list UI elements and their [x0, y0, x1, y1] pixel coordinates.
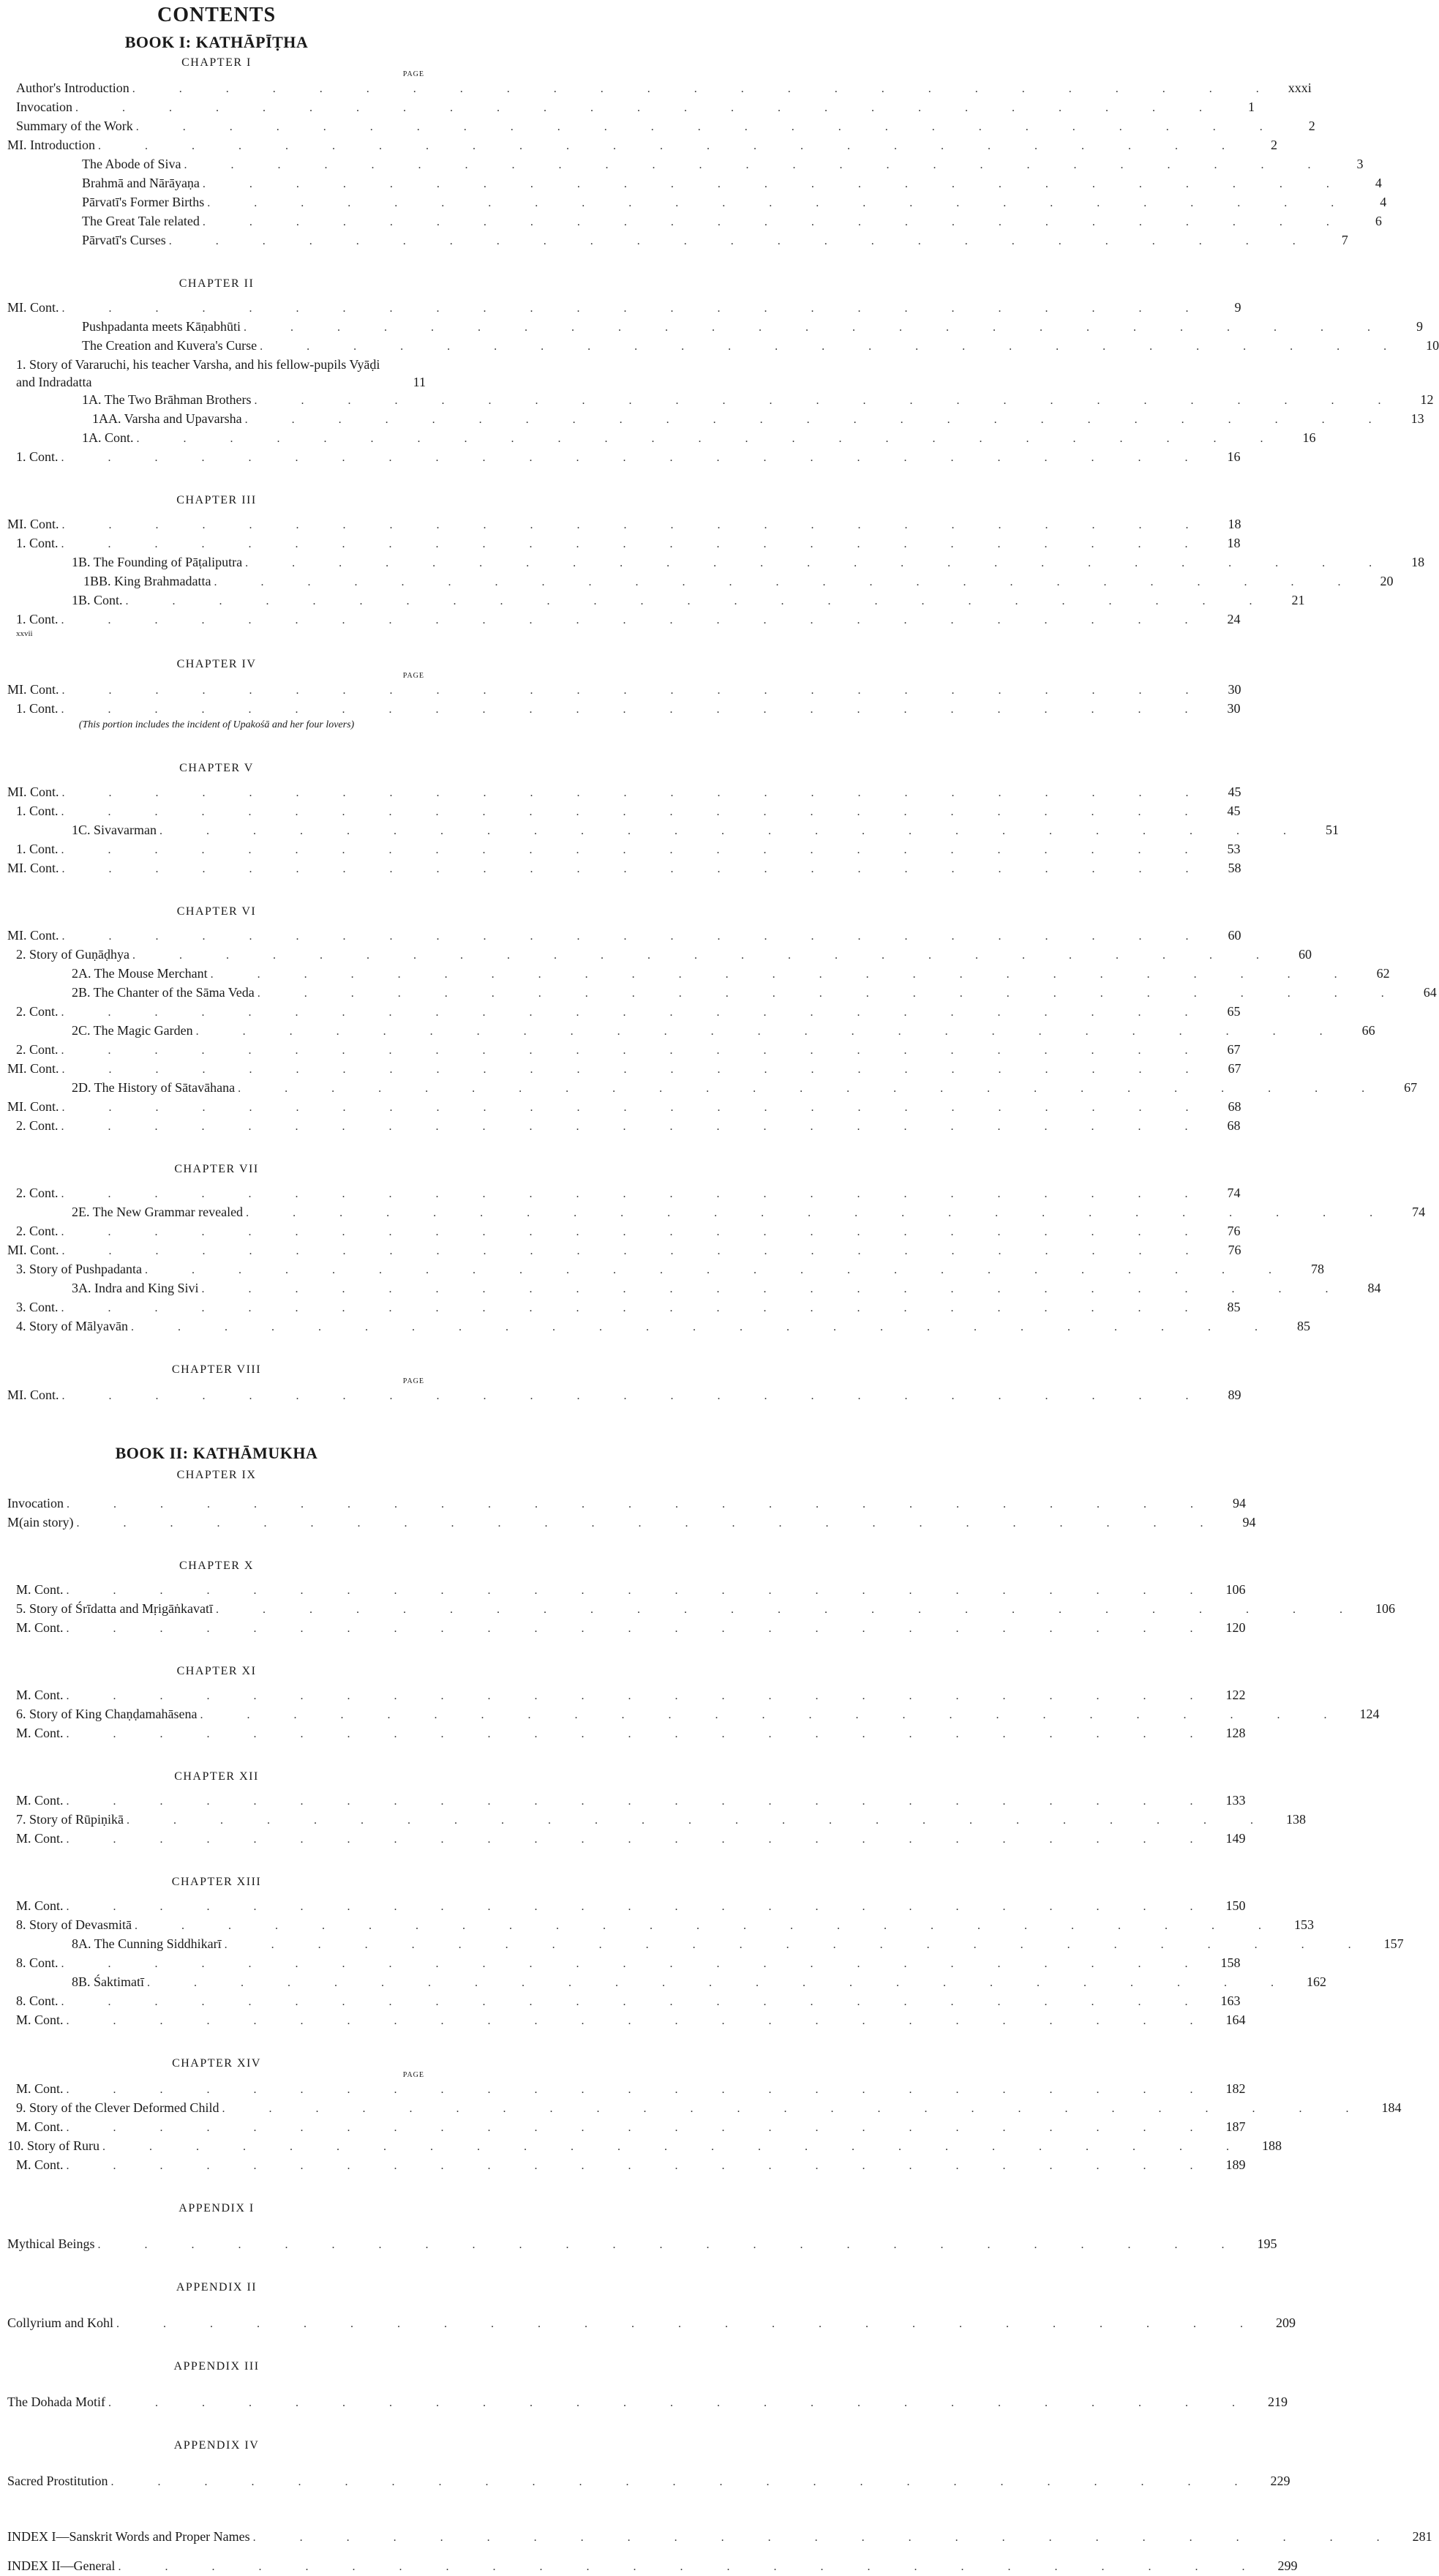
- page-column-label: PAGE: [402, 70, 424, 78]
- toc-entry[interactable]: MI. Cont. . . . . . . . . . . . . . . . . . . . . . . . . . 45: [7, 785, 1241, 799]
- toc-entry[interactable]: M. Cont. . . . . . . . . . . . . . . . . . . . . . . . . . 106: [16, 1582, 1246, 1597]
- toc-entry[interactable]: Collyrium and Kohl . . . . . . . . . . . . . . . . . . . . . . . . . 209: [7, 2315, 1296, 2330]
- toc-entry[interactable]: 1. Cont. . . . . . . . . . . . . . . . . . . . . . . . . . 30: [16, 701, 1241, 716]
- toc-entry[interactable]: 1A. Cont. . . . . . . . . . . . . . . . . . . . . . . . . . 16: [82, 430, 1316, 445]
- toc-entry[interactable]: 2. Story of Guṇāḍhya . . . . . . . . . . . . . . . . . . . . . . . . . 60: [16, 947, 1312, 962]
- chapter-heading: CHAPTER XII: [174, 1770, 259, 1783]
- toc-entry[interactable]: 8. Story of Devasmitā . . . . . . . . . . . . . . . . . . . . . . . . . 153: [16, 1917, 1314, 1932]
- chapter-heading: CHAPTER I: [181, 56, 252, 69]
- toc-entry[interactable]: M. Cont. . . . . . . . . . . . . . . . . . . . . . . . . . 122: [16, 1688, 1246, 1702]
- toc-entry[interactable]: 1AA. Varsha and Upavarsha . . . . . . . . . . . . . . . . . . . . . . . . . 13: [92, 411, 1424, 426]
- book-heading-2: BOOK II: KATHĀMUKHA: [115, 1444, 318, 1462]
- chapter-heading: CHAPTER VIII: [171, 1363, 262, 1376]
- toc-entry[interactable]: 2D. The History of Sātavāhana . . . . . . . . . . . . . . . . . . . . . . . . . 67: [72, 1080, 1418, 1095]
- toc-entry[interactable]: 2. Cont. . . . . . . . . . . . . . . . . . . . . . . . . . 76: [16, 1224, 1241, 1238]
- page-title: CONTENTS: [157, 4, 277, 26]
- toc-entry[interactable]: M. Cont. . . . . . . . . . . . . . . . . . . . . . . . . . 149: [16, 1831, 1246, 1846]
- toc-entry[interactable]: 2. Cont. . . . . . . . . . . . . . . . . . . . . . . . . . 74: [16, 1186, 1241, 1200]
- chapter-heading: CHAPTER VII: [174, 1163, 259, 1175]
- toc-entry[interactable]: MI. Cont. . . . . . . . . . . . . . . . . . . . . . . . . . 58: [7, 861, 1241, 875]
- chapter-heading: CHAPTER IV: [176, 658, 257, 670]
- page-marker: xxvii: [16, 629, 33, 638]
- toc-entry[interactable]: 1A. The Two Brāhman Brothers . . . . . . . . . . . . . . . . . . . . . . . . . 12: [82, 392, 1434, 407]
- toc-entry[interactable]: Sacred Prostitution . . . . . . . . . . . . . . . . . . . . . . . . . 229: [7, 2474, 1290, 2488]
- chapter-heading: CHAPTER VI: [176, 905, 257, 918]
- toc-entry[interactable]: INDEX II—General . . . . . . . . . . . . . . . . . . . . . . . . . 299: [7, 2558, 1298, 2573]
- toc-entry[interactable]: INDEX I—Sanskrit Words and Proper Names . . . . . . . . . . . . . . . . . . . . . . . . . 281: [7, 2529, 1432, 2544]
- page-column-label: PAGE: [402, 2071, 424, 2079]
- toc-entry[interactable]: Pushpadanta meets Kāṇabhūti . . . . . . . . . . . . . . . . . . . . . . . . . 9: [82, 319, 1423, 334]
- toc-entry[interactable]: 1. Cont. . . . . . . . . . . . . . . . . . . . . . . . . . 24: [16, 612, 1241, 626]
- toc-entry[interactable]: MI. Cont. . . . . . . . . . . . . . . . . . . . . . . . . . 9: [7, 300, 1241, 315]
- appendix-heading: APPENDIX III: [173, 2360, 260, 2373]
- toc-entry[interactable]: 2C. The Magic Garden . . . . . . . . . . . . . . . . . . . . . . . . . 66: [72, 1023, 1375, 1038]
- toc-entry[interactable]: 10. Story of Ruru . . . . . . . . . . . . . . . . . . . . . . . . . 188: [7, 2138, 1282, 2153]
- toc-entry[interactable]: Pārvatī's Former Births . . . . . . . . . . . . . . . . . . . . . . . . . 4: [82, 195, 1387, 209]
- toc-entry[interactable]: 8A. The Cunning Siddhikarī . . . . . . . . . . . . . . . . . . . . . . . . . 157: [72, 1936, 1404, 1951]
- toc-entry[interactable]: 2B. The Chanter of the Sāma Veda . . . . . . . . . . . . . . . . . . . . . . . . . 64: [72, 985, 1437, 1000]
- toc-entry[interactable]: 5. Story of Śrīdatta and Mṛigāṅkavatī . . . . . . . . . . . . . . . . . . . . . . . . . 106: [16, 1601, 1395, 1616]
- toc-entry[interactable]: 4. Story of Mālyavān . . . . . . . . . . . . . . . . . . . . . . . . . 85: [16, 1319, 1310, 1333]
- toc-entry[interactable]: M. Cont. . . . . . . . . . . . . . . . . . . . . . . . . . 164: [16, 2012, 1246, 2027]
- toc-entry[interactable]: MI. Introduction . . . . . . . . . . . . . . . . . . . . . . . . . 2: [7, 138, 1277, 152]
- toc-entry[interactable]: M. Cont. . . . . . . . . . . . . . . . . . . . . . . . . . 187: [16, 2119, 1246, 2134]
- toc-entry[interactable]: 1. Cont. . . . . . . . . . . . . . . . . . . . . . . . . . 16: [16, 449, 1241, 464]
- toc-entry[interactable]: MI. Cont. . . . . . . . . . . . . . . . . . . . . . . . . . 18: [7, 517, 1241, 531]
- toc-entry[interactable]: MI. Cont. . . . . . . . . . . . . . . . . . . . . . . . . . 76: [7, 1243, 1241, 1257]
- toc-entry[interactable]: 1B. The Founding of Pāṭaliputra . . . . . . . . . . . . . . . . . . . . . . . . . 18: [72, 555, 1425, 569]
- chapter-heading: CHAPTER X: [179, 1560, 254, 1572]
- toc-entry[interactable]: Mythical Beings . . . . . . . . . . . . . . . . . . . . . . . . . 195: [7, 2236, 1277, 2251]
- toc-entry[interactable]: The Creation and Kuvera's Curse . . . . . . . . . . . . . . . . . . . . . . . . . 10: [82, 338, 1439, 353]
- page-column-label: PAGE: [402, 1377, 424, 1385]
- chapter-heading: CHAPTER XIV: [172, 2057, 261, 2070]
- toc-entry[interactable]: 2. Cont. . . . . . . . . . . . . . . . . . . . . . . . . . 65: [16, 1004, 1241, 1019]
- toc-entry[interactable]: 1BB. King Brahmadatta . . . . . . . . . . . . . . . . . . . . . . . . . 20: [83, 574, 1394, 588]
- toc-entry[interactable]: 2. Cont. . . . . . . . . . . . . . . . . . . . . . . . . . 68: [16, 1118, 1241, 1133]
- toc-entry[interactable]: 2. Cont. . . . . . . . . . . . . . . . . . . . . . . . . . 67: [16, 1042, 1241, 1057]
- toc-entry[interactable]: M(ain story) . . . . . . . . . . . . . . . . . . . . . . . . . 94: [7, 1515, 1256, 1530]
- chapter-note: (This portion includes the incident of Upakośā and her four lovers): [78, 719, 355, 730]
- toc-entry[interactable]: MI. Cont. . . . . . . . . . . . . . . . . . . . . . . . . . 30: [7, 682, 1241, 697]
- toc-entry[interactable]: 1. Story of Vararuchi, his teacher Varsha, and his fellow-pupils Vyāḍi and Indradatta 11: [16, 357, 426, 389]
- appendix-heading: APPENDIX IV: [173, 2439, 260, 2452]
- toc-entry[interactable]: 3A. Indra and King Sivi . . . . . . . . . . . . . . . . . . . . . . . . . 84: [72, 1281, 1381, 1295]
- toc-entry[interactable]: 3. Story of Pushpadanta . . . . . . . . . . . . . . . . . . . . . . . . . 78: [16, 1262, 1324, 1276]
- toc-entry[interactable]: M. Cont. . . . . . . . . . . . . . . . . . . . . . . . . . 133: [16, 1793, 1246, 1808]
- toc-entry[interactable]: MI. Cont. . . . . . . . . . . . . . . . . . . . . . . . . . 68: [7, 1099, 1241, 1114]
- toc-entry[interactable]: 1C. Sivavarman . . . . . . . . . . . . . . . . . . . . . . . . . 51: [72, 823, 1339, 837]
- toc-entry[interactable]: 3. Cont. . . . . . . . . . . . . . . . . . . . . . . . . . 85: [16, 1300, 1241, 1314]
- toc-entry[interactable]: 8B. Śaktimatī . . . . . . . . . . . . . . . . . . . . . . . . . 162: [72, 1974, 1326, 1989]
- toc-entry[interactable]: MI. Cont. . . . . . . . . . . . . . . . . . . . . . . . . . 89: [7, 1388, 1241, 1402]
- toc-entry[interactable]: MI. Cont. . . . . . . . . . . . . . . . . . . . . . . . . . 60: [7, 928, 1241, 943]
- toc-entry[interactable]: 1. Cont. . . . . . . . . . . . . . . . . . . . . . . . . . 53: [16, 842, 1241, 856]
- toc-entry[interactable]: Invocation . . . . . . . . . . . . . . . . . . . . . . . . . 94: [7, 1496, 1246, 1510]
- toc-entry[interactable]: 8. Cont. . . . . . . . . . . . . . . . . . . . . . . . . . 158: [16, 1955, 1241, 1970]
- toc-entry[interactable]: Summary of the Work . . . . . . . . . . . . . . . . . . . . . . . . . 2: [16, 119, 1315, 133]
- toc-entry[interactable]: 8. Cont. . . . . . . . . . . . . . . . . . . . . . . . . . 163: [16, 1993, 1241, 2008]
- toc-entry[interactable]: M. Cont. . . . . . . . . . . . . . . . . . . . . . . . . . 150: [16, 1898, 1246, 1913]
- toc-entry[interactable]: The Abode of Siva . . . . . . . . . . . . . . . . . . . . . . . . . 3: [82, 157, 1364, 171]
- toc-entry[interactable]: 1. Cont. . . . . . . . . . . . . . . . . . . . . . . . . . 18: [16, 536, 1241, 550]
- toc-entry[interactable]: The Great Tale related . . . . . . . . . . . . . . . . . . . . . . . . . 6: [82, 214, 1382, 228]
- chapter-heading: CHAPTER V: [179, 762, 254, 774]
- toc-entry[interactable]: 1. Cont. . . . . . . . . . . . . . . . . . . . . . . . . . 45: [16, 804, 1241, 818]
- toc-entry[interactable]: 1B. Cont. . . . . . . . . . . . . . . . . . . . . . . . . . 21: [72, 593, 1305, 607]
- toc-entry[interactable]: M. Cont. . . . . . . . . . . . . . . . . . . . . . . . . . 189: [16, 2157, 1246, 2172]
- toc-entry[interactable]: Invocation . . . . . . . . . . . . . . . . . . . . . . . . . 1: [16, 100, 1255, 114]
- toc-entry[interactable]: 7. Story of Rūpiṇikā . . . . . . . . . . . . . . . . . . . . . . . . . 138: [16, 1812, 1306, 1827]
- chapter-heading: CHAPTER XIII: [171, 1876, 262, 1888]
- toc-entry[interactable]: M. Cont. . . . . . . . . . . . . . . . . . . . . . . . . . 128: [16, 1726, 1246, 1740]
- chapter-heading: CHAPTER XI: [176, 1665, 257, 1677]
- appendix-heading: APPENDIX II: [176, 2281, 258, 2294]
- toc-entry[interactable]: M. Cont. . . . . . . . . . . . . . . . . . . . . . . . . . 182: [16, 2081, 1246, 2096]
- toc-entry[interactable]: Author's Introduction . . . . . . . . . . . . . . . . . . . . . . . . . xxxi: [16, 80, 1312, 95]
- toc-entry[interactable]: 9. Story of the Clever Deformed Child . . . . . . . . . . . . . . . . . . . . . . . . . 184: [16, 2100, 1402, 2115]
- toc-entry[interactable]: The Dohada Motif . . . . . . . . . . . . . . . . . . . . . . . . . 219: [7, 2395, 1288, 2409]
- toc-entry[interactable]: 2E. The New Grammar revealed . . . . . . . . . . . . . . . . . . . . . . . . . 74: [72, 1205, 1426, 1219]
- chapter-heading: CHAPTER IX: [176, 1469, 257, 1481]
- chapter-heading: CHAPTER III: [176, 494, 257, 506]
- page-column-label: PAGE: [402, 672, 424, 680]
- toc-entry[interactable]: Brahmā and Nārāyaṇa . . . . . . . . . . . . . . . . . . . . . . . . . 4: [82, 176, 1382, 190]
- appendix-heading: APPENDIX I: [179, 2202, 255, 2214]
- toc-entry[interactable]: MI. Cont. . . . . . . . . . . . . . . . . . . . . . . . . . 67: [7, 1061, 1241, 1076]
- toc-entry[interactable]: M. Cont. . . . . . . . . . . . . . . . . . . . . . . . . . 120: [16, 1620, 1246, 1635]
- toc-entry[interactable]: 6. Story of King Chaṇḍamahāsena . . . . . . . . . . . . . . . . . . . . . . . . . 124: [16, 1707, 1380, 1721]
- toc-entry[interactable]: Pārvatī's Curses . . . . . . . . . . . . . . . . . . . . . . . . . 7: [82, 233, 1348, 247]
- book-heading-1: BOOK I: KATHĀPĪṬHA: [124, 33, 309, 51]
- chapter-heading: CHAPTER II: [179, 277, 255, 290]
- toc-entry[interactable]: 2A. The Mouse Merchant . . . . . . . . . . . . . . . . . . . . . . . . . 62: [72, 966, 1390, 981]
